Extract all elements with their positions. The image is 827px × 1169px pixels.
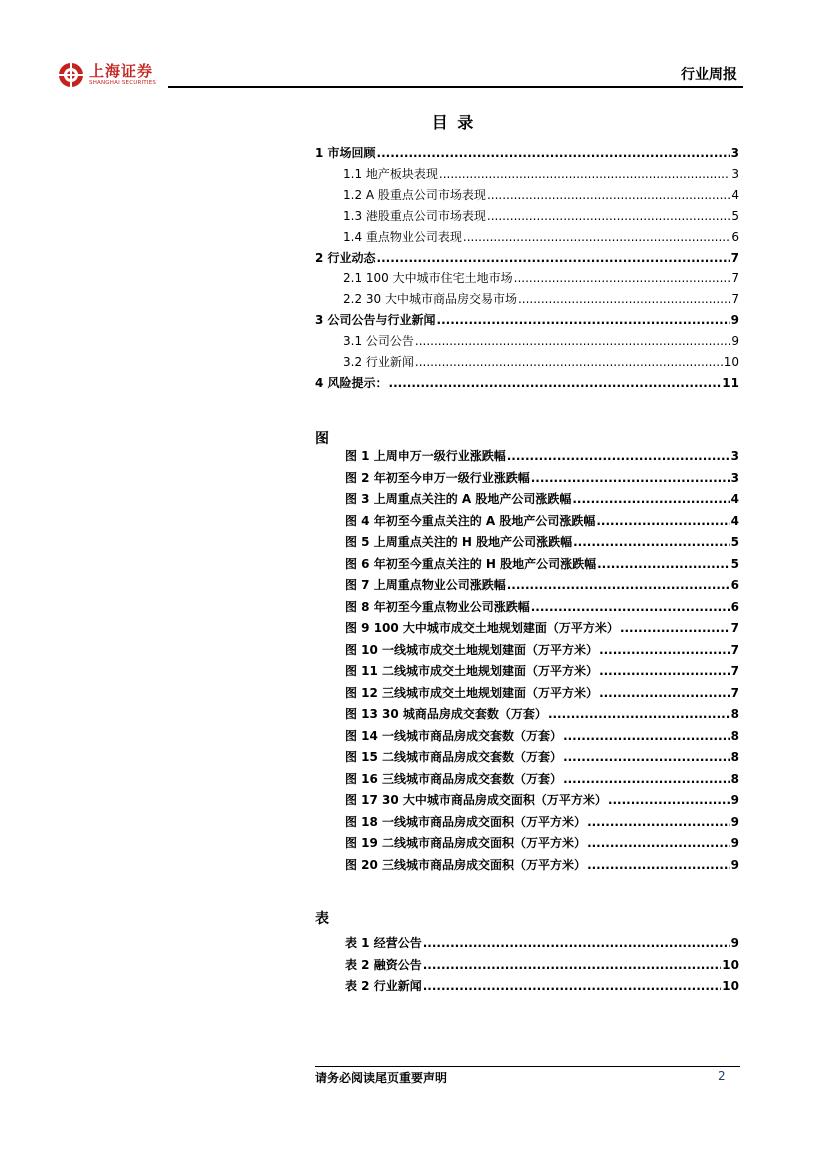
- entry-text: 表 1 经营公告: [345, 936, 422, 950]
- figure-entry[interactable]: [345, 833, 739, 853]
- entry-page-number: 6: [730, 599, 739, 614]
- footer-divider: [315, 1066, 740, 1067]
- toc-entry[interactable]: [343, 352, 739, 372]
- entry-page-number: 9: [730, 836, 739, 850]
- figure-entry[interactable]: [345, 812, 739, 832]
- entry-page-number: 11: [722, 375, 739, 390]
- figure-entry[interactable]: [345, 640, 739, 660]
- dot-leader: [423, 955, 722, 975]
- dot-leader: [548, 704, 730, 724]
- dot-leader: [587, 855, 730, 875]
- toc-entry[interactable]: [315, 143, 739, 163]
- entry-text: 1.2 A 股重点公司市场表现: [343, 187, 486, 202]
- toc-entry[interactable]: [343, 185, 739, 205]
- logo-emblem-icon: [58, 62, 84, 88]
- footer-disclaimer: 请务必阅读尾页重要声明: [315, 1071, 448, 1085]
- figure-entry[interactable]: [345, 575, 739, 595]
- entry-page-number: 8: [730, 728, 739, 743]
- dot-leader: [531, 468, 730, 488]
- dot-leader: [423, 976, 722, 996]
- entry-page-number: 9: [730, 793, 739, 807]
- entry-text: 图 2 年初至今申万一级行业涨跌幅: [345, 470, 530, 485]
- entry-page-number: 4: [731, 187, 739, 202]
- dot-leader: [572, 489, 729, 509]
- figure-entry[interactable]: [345, 554, 739, 574]
- entry-text: 2.1 100 大中城市住宅土地市场: [343, 271, 513, 286]
- entry-page-number: 4: [730, 513, 739, 528]
- entry-text: 图 18 一线城市商品房成交面积（万平方米）: [345, 814, 587, 829]
- entry-text: 1.3 港股重点公司市场表现: [343, 208, 486, 223]
- toc-title: 目 录: [431, 113, 476, 132]
- dot-leader: [518, 289, 730, 309]
- entry-page-number: 9: [730, 857, 739, 872]
- toc-entry[interactable]: [343, 331, 739, 351]
- page-number: 2: [718, 1069, 726, 1083]
- entry-page-number: 7: [731, 271, 739, 286]
- entry-page-number: 7: [730, 685, 739, 700]
- entry-page-number: 4: [730, 492, 739, 506]
- entry-text: 图 13 30 城商品房成交套数（万套）: [345, 707, 547, 721]
- dot-leader: [437, 310, 730, 330]
- figure-entry[interactable]: [345, 446, 739, 466]
- entry-text: 图 20 三线城市商品房成交面积（万平方米）: [345, 857, 587, 872]
- entry-text: 图 6 年初至今重点关注的 H 股地产公司涨跌幅: [345, 556, 597, 571]
- figure-entry[interactable]: [345, 747, 739, 767]
- entry-text: 1.1 地产板块表现: [343, 166, 438, 181]
- entry-page-number: 7: [730, 664, 739, 678]
- entry-page-number: 7: [730, 642, 739, 657]
- entry-text: 1.4 重点物业公司表现: [343, 229, 462, 244]
- entry-page-number: 3: [731, 166, 739, 181]
- entry-page-number: 10: [723, 355, 739, 369]
- dot-leader: [415, 331, 730, 351]
- brand-logo: [58, 62, 156, 88]
- dot-leader: [423, 933, 730, 953]
- entry-text: 图 19 二线城市商品房成交面积（万平方米）: [345, 836, 587, 850]
- toc-entry[interactable]: [343, 206, 739, 226]
- entry-page-number: 3: [730, 146, 739, 160]
- entry-text: 2.2 30 大中城市商品房交易市场: [343, 292, 517, 307]
- entry-page-number: 9: [730, 313, 739, 328]
- dot-leader: [608, 790, 730, 810]
- dot-leader: [487, 185, 730, 205]
- toc-entry[interactable]: [343, 227, 739, 247]
- brand-name-cn: 上海证券: [89, 61, 154, 80]
- entry-page-number: 8: [730, 750, 739, 764]
- figure-entry[interactable]: [345, 704, 739, 724]
- entry-text: 图 17 30 大中城市商品房成交面积（万平方米）: [345, 793, 607, 807]
- figure-entry[interactable]: [345, 618, 739, 638]
- entry-text: 1 市场回顾: [315, 146, 376, 160]
- toc-entry[interactable]: [343, 289, 739, 309]
- entry-text: 图 4 年初至今重点关注的 A 股地产公司涨跌幅: [345, 513, 596, 528]
- dot-leader: [507, 446, 730, 466]
- brand-name-en: SHANGHAI SECURITIES: [89, 79, 157, 86]
- dot-leader: [573, 532, 730, 552]
- dot-leader: [531, 597, 730, 617]
- figures-heading: 图: [315, 431, 329, 447]
- dot-leader: [415, 352, 723, 372]
- figure-entry[interactable]: [345, 790, 739, 810]
- figure-entry[interactable]: [345, 511, 739, 531]
- entry-page-number: 5: [731, 208, 739, 223]
- figure-entry[interactable]: [345, 532, 739, 552]
- entry-text: 图 3 上周重点关注的 A 股地产公司涨跌幅: [345, 492, 572, 506]
- dot-leader: [463, 227, 730, 247]
- toc-entry[interactable]: [315, 248, 739, 268]
- entry-page-number: 3: [730, 470, 739, 485]
- entry-page-number: 10: [722, 979, 739, 993]
- table-entry[interactable]: [345, 933, 739, 953]
- figure-entry[interactable]: [345, 769, 739, 789]
- entry-text: 图 14 一线城市商品房成交套数（万套）: [345, 728, 563, 743]
- toc-entry[interactable]: [315, 373, 739, 393]
- entry-page-number: 7: [731, 292, 739, 307]
- entry-page-number: 8: [730, 707, 739, 721]
- figure-entry[interactable]: [345, 855, 739, 875]
- figure-entry[interactable]: [345, 683, 739, 703]
- entry-text: 图 12 三线城市成交土地规划建面（万平方米）: [345, 685, 599, 700]
- figure-entry[interactable]: [345, 726, 739, 746]
- entry-text: 图 5 上周重点关注的 H 股地产公司涨跌幅: [345, 535, 573, 549]
- entry-page-number: 6: [731, 229, 739, 244]
- tables-heading: 表: [315, 911, 329, 927]
- report-type: 行业周报: [681, 67, 737, 83]
- header-divider: [168, 86, 743, 88]
- entry-text: 3.1 公司公告: [343, 334, 414, 349]
- entry-page-number: 3: [730, 449, 739, 463]
- entry-page-number: 7: [730, 250, 739, 265]
- dot-leader: [596, 511, 729, 531]
- dot-leader: [599, 661, 730, 681]
- toc-entry[interactable]: [343, 164, 739, 184]
- entry-page-number: 6: [730, 578, 739, 592]
- entry-text: 图 11 二线城市成交土地规划建面（万平方米）: [345, 664, 599, 678]
- entry-text: 图 15 二线城市商品房成交套数（万套）: [345, 750, 563, 764]
- dot-leader: [620, 618, 730, 638]
- figure-entry[interactable]: [345, 489, 739, 509]
- dot-leader: [597, 554, 730, 574]
- dot-leader: [377, 143, 730, 163]
- dot-leader: [487, 206, 730, 226]
- dot-leader: [439, 164, 730, 184]
- dot-leader: [599, 640, 730, 660]
- figure-entry[interactable]: [345, 661, 739, 681]
- figure-entry[interactable]: [345, 468, 739, 488]
- dot-leader: [587, 833, 730, 853]
- dot-leader: [599, 683, 730, 703]
- entry-text: 表 2 融资公告: [345, 957, 422, 972]
- dot-leader: [507, 575, 730, 595]
- entry-text: 图 1 上周申万一级行业涨跌幅: [345, 449, 506, 463]
- entry-text: 图 16 三线城市商品房成交套数（万套）: [345, 771, 563, 786]
- table-entry[interactable]: [345, 955, 739, 975]
- dot-leader: [377, 248, 730, 268]
- entry-text: 2 行业动态: [315, 250, 376, 265]
- entry-page-number: 5: [730, 535, 739, 549]
- toc-entry[interactable]: [343, 268, 739, 288]
- entry-page-number: 9: [730, 936, 739, 950]
- dot-leader: [514, 268, 731, 288]
- toc-entry[interactable]: [315, 310, 739, 330]
- entry-page-number: 7: [730, 621, 739, 635]
- entry-page-number: 10: [722, 957, 739, 972]
- entry-page-number: 9: [730, 814, 739, 829]
- figure-entry[interactable]: [345, 597, 739, 617]
- dot-leader: [563, 747, 730, 767]
- entry-text: 图 8 年初至今重点物业公司涨跌幅: [345, 599, 530, 614]
- entry-text: 图 7 上周重点物业公司涨跌幅: [345, 578, 506, 592]
- entry-text: 4 风险提示：: [315, 375, 388, 390]
- entry-page-number: 5: [730, 556, 739, 571]
- entry-text: 表 2 行业新闻: [345, 979, 422, 993]
- dot-leader: [587, 812, 730, 832]
- entry-page-number: 8: [730, 771, 739, 786]
- entry-text: 图 10 一线城市成交土地规划建面（万平方米）: [345, 642, 599, 657]
- table-entry[interactable]: [345, 976, 739, 996]
- dot-leader: [563, 769, 730, 789]
- entry-text: 3 公司公告与行业新闻: [315, 313, 436, 328]
- entry-page-number: 9: [731, 334, 739, 349]
- entry-text: 图 9 100 大中城市成交土地规划建面（万平方米）: [345, 621, 619, 635]
- entry-text: 3.2 行业新闻: [343, 355, 414, 369]
- dot-leader: [389, 373, 722, 393]
- dot-leader: [563, 726, 730, 746]
